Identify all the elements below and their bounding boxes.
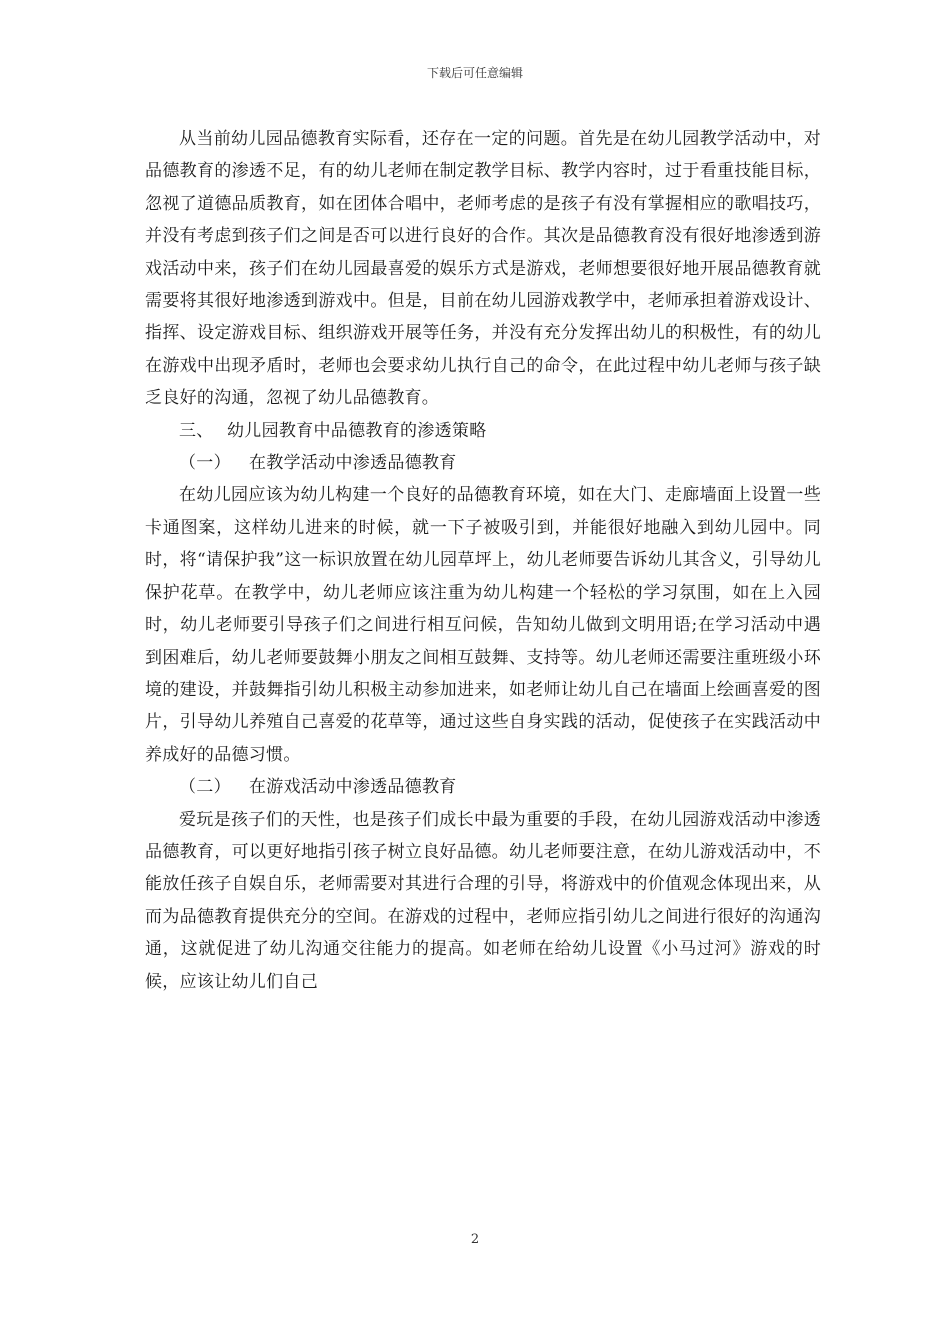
section-title: 幼儿园教育中品德教育的渗透策略 — [227, 420, 487, 441]
section-number: 三、 — [179, 420, 214, 441]
subsection-heading-1 — [145, 447, 821, 479]
subsection-number: （一） — [179, 453, 231, 474]
subsection-title: 在教学活动中渗透品德教育 — [249, 453, 457, 474]
document-body — [145, 123, 821, 998]
page-number: 2 — [470, 1232, 480, 1247]
paragraph-problems: 从当前幼儿园品德教育实际看，还存在一定的问题。首先是在幼儿园教学活动中，对品德教育的渗透不足，有的幼儿老师在制定教学目标、教学内容时，过于看重技能目标，忽视了道德品质教育，如在团体合唱中，老师考虑的是孩子有没有掌握相应的歌唱技巧，并没有考虑到孩子们之间是否可以进行良好的合作。其次是品德教育没有很好地渗透到游戏活动中来，孩子们在幼儿园最喜爱的娱乐方式是游戏，老师想要很好地开展品德教育就需要将其很好地渗透到游戏中。但是，目前在幼儿园游戏教学中，老师承担着游戏设计、指挥、设定游戏目标、组织游戏开展等任务，并没有充分发挥出幼儿的积极性，有的幼儿在游戏中出现矛盾时，老师也会要求幼儿执行自己的命令，在此过程中幼儿老师与孩子缺乏良好的沟通，忽视了幼儿品德教育。 — [145, 129, 821, 409]
subsection-number: （二） — [179, 777, 231, 798]
subsection-title: 在游戏活动中渗透品德教育 — [249, 777, 457, 798]
page-header: 下载后可任意编辑 — [426, 66, 523, 80]
paragraph-games: 爱玩是孩子们的天性，也是孩子们成长中最为重要的手段，在幼儿园游戏活动中渗透品德教育，可以更好地指引孩子树立良好品德。幼儿老师要注意，在幼儿游戏活动中，不能放任孩子自娱自乐，老师需要对其进行合理的引导，将游戏中的价值观念体现出来，从而为品德教育提供充分的空间。在游戏的过程中，老师应指引幼儿之间进行很好的沟通沟通，这就促进了幼儿沟通交往能力的提高。如老师在给幼儿设置《小马过河》游戏的时候，应该让幼儿们自己 — [145, 809, 821, 992]
paragraph-teaching: 在幼儿园应该为幼儿构建一个良好的品德教育环境，如在大门、走廊墙面上设置一些卡通图案，这样幼儿进来的时候，就一下子被吸引到，并能很好地融入到幼儿园中。同时，将“请保护我”这一标识放置在幼儿园草坪上，幼儿老师要告诉幼儿其含义，引导幼儿保护花草。在教学中，幼儿老师应该注重为幼儿构建一个轻松的学习氛围，如在上入园时，幼儿老师要引导孩子们之间进行相互问候，告知幼儿做到文明用语;在学习活动中遇到困难后，幼儿老师要鼓舞小朋友之间相互鼓舞、支持等。幼儿老师还需要注重班级小环境的建设，并鼓舞指引幼儿积极主动参加进来，如老师让幼儿自己在墙面上绘画喜爱的图片，引导幼儿养殖自己喜爱的花草等，通过这些自身实践的活动，促使孩子在实践活动中养成好的品德习惯。 — [145, 485, 821, 765]
subsection-heading-2 — [145, 771, 821, 803]
section-heading-3 — [145, 415, 821, 447]
